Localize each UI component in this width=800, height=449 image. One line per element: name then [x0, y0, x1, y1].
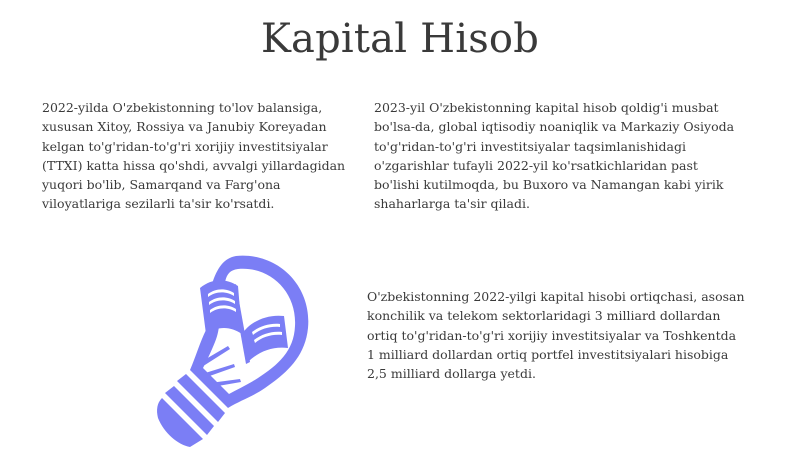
paragraph-surplus-2022: O'zbekistonning 2022-yilgi kapital hisobi ortiqchasi, asosan konchilik va telekom sektorlaridagi 3 milliard dollardan ortiq to'g'ridan-to'g'ri xorijiy investitsiyalar va Toshkentda 1 milliard dollardan ortiq portfel investitsiyalari hisobiga 2,5 milliard dollarga yetdi.: [367, 289, 745, 382]
slide-title: Kapital Hisob: [260, 16, 540, 62]
lightbulb-with-book-icon: [128, 250, 313, 449]
paragraph-fdi-2022: 2022-yilda O'zbekistonning to'lov balansiga, xususan Xitoy, Rossiya va Janubiy Koreyadan kelgan to'g'ridan-to'g'ri xorijiy investitsiyalar (TTXI) katta hissa qo'shdi, avvalgi yillardagidan yuqori bo'lib, Samarqand va Farg'ona viloyatlariga sezilarli ta'sir ko'rsatdi.: [42, 100, 346, 212]
paragraph-forecast-2023: 2023-yil O'zbekistonning kapital hisob qoldig'i musbat bo'lsa-da, global iqtisodiy noaniqlik va Markaziy Osiyoda to'g'ridan-to'g'ri investitsiyalar taqsimlanishidagi o'zgarishlar tufayli 2022-yil ko'rsatkichlaridan past bo'lishi kutilmoqda, bu Buxoro va Namangan kabi yirik shaharlarga ta'sir qiladi.: [374, 100, 735, 212]
